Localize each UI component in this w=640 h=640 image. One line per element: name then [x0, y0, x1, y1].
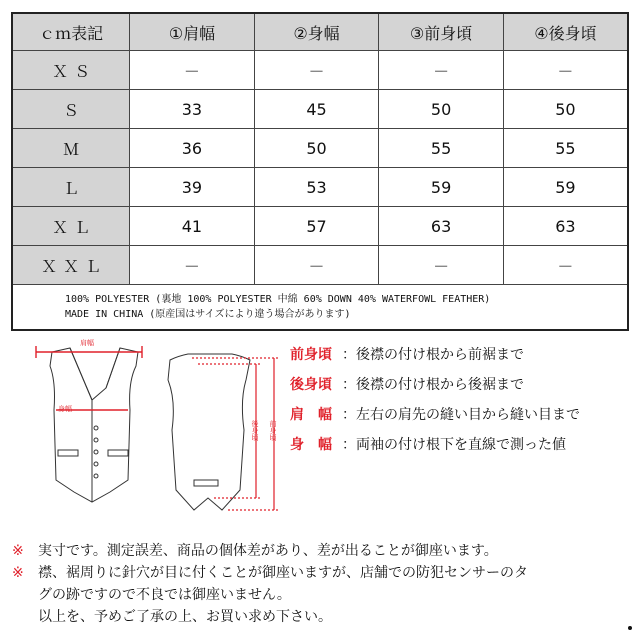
table-header-row	[12, 13, 628, 51]
table-row	[12, 168, 628, 207]
table-cell: －	[503, 246, 628, 285]
chest-label: 身幅	[58, 405, 72, 413]
definition-text: 両袖の付け根下を直線で測った値	[356, 437, 566, 453]
note-line	[12, 540, 632, 562]
note-line: グの跡ですので不良では御座いません。	[38, 587, 291, 603]
table-cell: －	[254, 51, 379, 90]
vest-illustration	[18, 330, 308, 520]
note-text: 実寸です。測定誤差、商品の個体差があり、差が出ることが御座います。	[38, 543, 498, 559]
table-row	[12, 207, 628, 246]
table-cell: 50	[379, 90, 504, 129]
material-note-row	[12, 285, 628, 331]
material-text: 100% POLYESTER (裏地 100% POLYESTER 中綿 60% DOWN 40% WATERFOWL FEATHER)	[65, 294, 491, 305]
note-text: 襟、裾周りに針穴が目に付くことが御座いますが、店舗での防犯センサーのタ	[38, 565, 528, 581]
disclaimer-notes	[12, 540, 632, 628]
table-cell: 50	[503, 90, 628, 129]
vest-back-drawing	[168, 354, 250, 510]
header-back-length: ④後身頃	[503, 13, 628, 51]
note-mark: ※	[12, 543, 24, 559]
header-front-length: ③前身頃	[379, 13, 504, 51]
table-cell: －	[130, 246, 255, 285]
definition-term: 肩 幅	[290, 407, 332, 423]
note-line: 以上を、予めご了承の上、お買い求め下さい。	[38, 609, 332, 625]
table-cell: 36	[130, 129, 255, 168]
definition-term: 後身頃	[290, 377, 332, 393]
size-label: ＸＬ	[12, 207, 130, 246]
table-cell: 41	[130, 207, 255, 246]
table-cell: 55	[503, 129, 628, 168]
vest-front-drawing	[50, 348, 138, 502]
definition-text: 後襟の付け根から後裾まで	[356, 377, 524, 393]
table-row	[12, 246, 628, 285]
table-cell: －	[379, 51, 504, 90]
header-cm: ｃｍ表記	[12, 13, 130, 51]
size-label: Ｓ	[12, 90, 130, 129]
table-cell: 55	[379, 129, 504, 168]
definition-text: 後襟の付け根から前裾まで	[356, 347, 524, 363]
material-note	[12, 285, 628, 331]
header-chest: ②身幅	[254, 13, 379, 51]
table-cell: －	[130, 51, 255, 90]
table-cell: 59	[379, 168, 504, 207]
table-cell: 63	[503, 207, 628, 246]
table-cell: －	[254, 246, 379, 285]
table-row	[12, 129, 628, 168]
note-mark: ※	[12, 565, 24, 581]
origin-text: MADE IN CHINA (原産国はサイズにより違う場合があります)	[65, 309, 351, 320]
back-length-label: 後身頃	[251, 420, 259, 441]
definition-shoulder: 肩 幅 ：左右の肩先の縫い目から縫い目まで	[290, 404, 635, 434]
size-label: Ｍ	[12, 129, 130, 168]
definition-term: 前身頃	[290, 347, 332, 363]
definition-chest: 身 幅 ：両袖の付け根下を直線で測った値	[290, 434, 635, 464]
header-shoulder: ①肩幅	[130, 13, 255, 51]
shoulder-label: 肩幅	[80, 339, 94, 347]
definition-front-length: 前身頃 ：後襟の付け根から前裾まで	[290, 344, 635, 374]
definition-term: 身 幅	[290, 437, 332, 453]
definition-back-length: 後身頃 ：後襟の付け根から後裾まで	[290, 374, 635, 404]
size-table	[11, 12, 629, 331]
note-line	[12, 562, 632, 584]
table-cell: 45	[254, 90, 379, 129]
table-cell: 57	[254, 207, 379, 246]
table-cell: 59	[503, 168, 628, 207]
table-cell: 50	[254, 129, 379, 168]
table-cell: 39	[130, 168, 255, 207]
size-label: ＸＸＬ	[12, 246, 130, 285]
corner-dot	[628, 626, 632, 630]
table-cell: －	[503, 51, 628, 90]
front-length-label: 前身頃	[269, 420, 277, 441]
table-cell: 63	[379, 207, 504, 246]
size-label: ＸＳ	[12, 51, 130, 90]
definition-text: 左右の肩先の縫い目から縫い目まで	[356, 407, 580, 423]
measurement-definitions	[290, 344, 635, 464]
vest-measurement-diagram	[18, 330, 308, 520]
table-cell: 53	[254, 168, 379, 207]
table-row	[12, 90, 628, 129]
front-length-marker	[192, 358, 278, 510]
size-label: Ｌ	[12, 168, 130, 207]
table-cell: 33	[130, 90, 255, 129]
table-cell: －	[379, 246, 504, 285]
table-row	[12, 51, 628, 90]
